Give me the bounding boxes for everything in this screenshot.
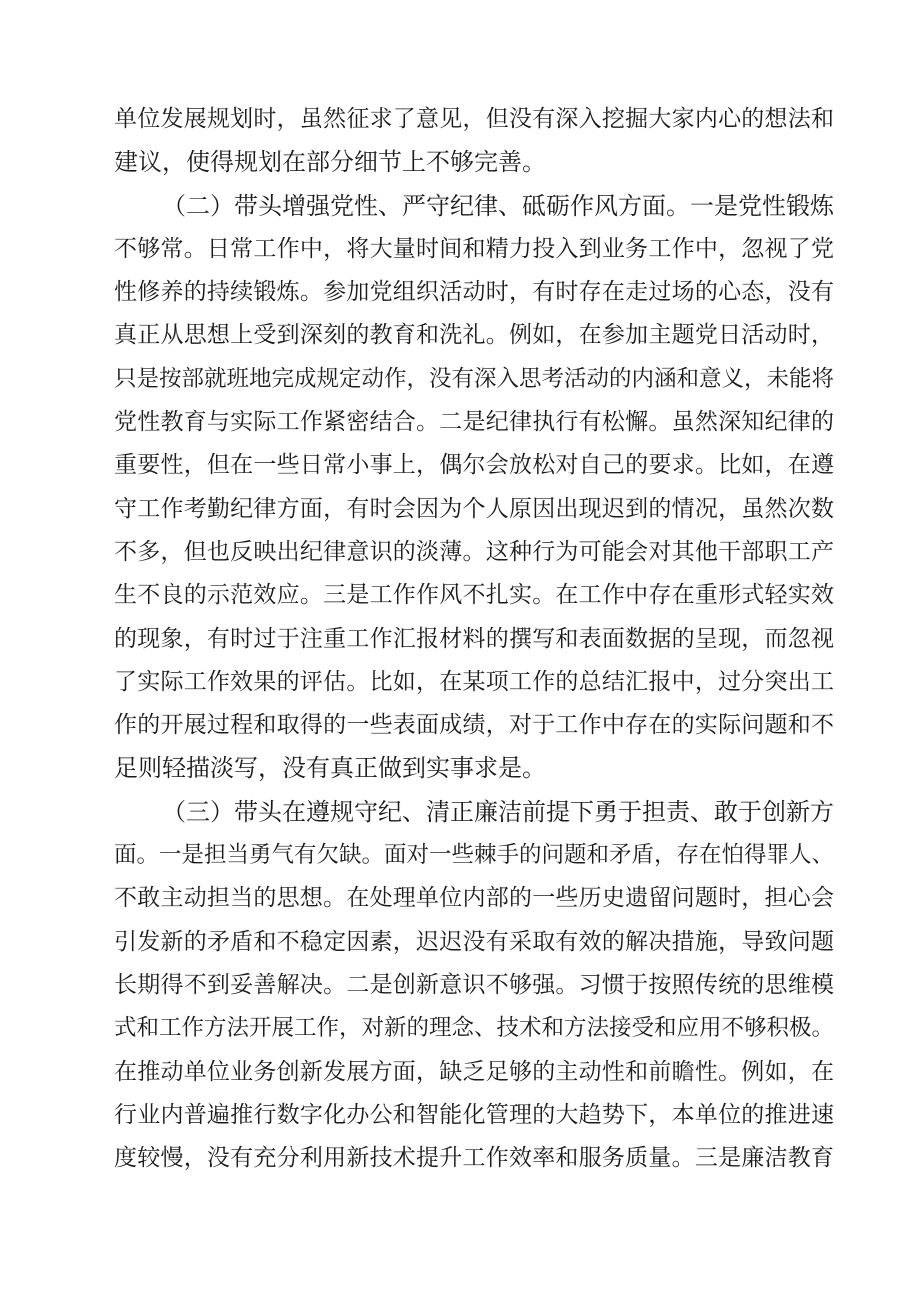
text-line: 式和工作方法开展工作，对新的理念、技术和方法接受和应用不够积极。 xyxy=(114,1015,835,1042)
text-line: 足则轻描淡写，没有真正做到实事求是。 xyxy=(114,754,546,783)
text-line: 真正从思想上受到深刻的教育和洗礼。例如，在参加主题党日活动时， xyxy=(114,322,834,349)
text-line: 不敢主动担当的思想。在处理单位内部的一些历史遗留问题时，担心会 xyxy=(114,885,834,912)
text-line: 作的开展过程和取得的一些表面成绩，对于工作中存在的实际问题和不 xyxy=(114,712,834,739)
document-body xyxy=(114,98,834,1180)
text-line: 性修养的持续锻炼。参加党组织活动时，有时存在走过场的心态，没有 xyxy=(114,279,834,306)
text-line: 不多，但也反映出纪律意识的淡薄。这种行为可能会对其他干部职工产 xyxy=(114,538,834,565)
text-line: 面。一是担当勇气有欠缺。面对一些棘手的问题和矛盾，存在怕得罪人、 xyxy=(114,842,835,869)
text-line: 引发新的矛盾和不稳定因素，迟迟没有采取有效的解决措施，导致问题 xyxy=(114,928,834,955)
text-line: 只是按部就班地完成规定动作，没有深入思考活动的内涵和意义，未能将 xyxy=(114,365,835,392)
text-line: 度较慢，没有充分利用新技术提升工作效率和服务质量。三是廉洁教育 xyxy=(114,1145,834,1172)
text-line: 党性教育与实际工作紧密结合。二是纪律执行有松懈。虽然深知纪律的 xyxy=(114,409,834,436)
text-line: 长期得不到妥善解决。二是创新意识不够强。习惯于按照传统的思维模 xyxy=(114,971,834,998)
text-line: 生不良的示范效应。三是工作作风不扎实。在工作中存在重形式轻实效 xyxy=(114,582,834,609)
text-line: （二）带头增强党性、严守纪律、砥砺作风方面。一是党性锻炼 xyxy=(162,191,834,220)
text-line: 的现象，有时过于注重工作汇报材料的撰写和表面数据的呈现，而忽视 xyxy=(114,625,834,652)
text-line: 了实际工作效果的评估。比如，在某项工作的总结汇报中，过分突出工 xyxy=(114,668,834,695)
text-line: 行业内普遍推行数字化办公和智能化管理的大趋势下，本单位的推进速 xyxy=(114,1101,834,1128)
text-line: 守工作考勤纪律方面，有时会因为个人原因出现迟到的情况，虽然次数 xyxy=(114,495,834,522)
text-line: 重要性，但在一些日常小事上，偶尔会放松对自己的要求。比如，在遵 xyxy=(114,452,834,479)
text-line: （三）带头在遵规守纪、清正廉洁前提下勇于担责、敢于创新方 xyxy=(162,797,834,826)
text-line: 建议，使得规划在部分细节上不够完善。 xyxy=(114,148,546,177)
text-line: 在推动单位业务创新发展方面，缺乏足够的主动性和前瞻性。例如，在 xyxy=(114,1058,834,1085)
text-line: 不够常。日常工作中，将大量时间和精力投入到业务工作中，忽视了党 xyxy=(114,235,834,262)
text-line: 单位发展规划时，虽然征求了意见，但没有深入挖掘大家内心的想法和 xyxy=(114,106,834,132)
